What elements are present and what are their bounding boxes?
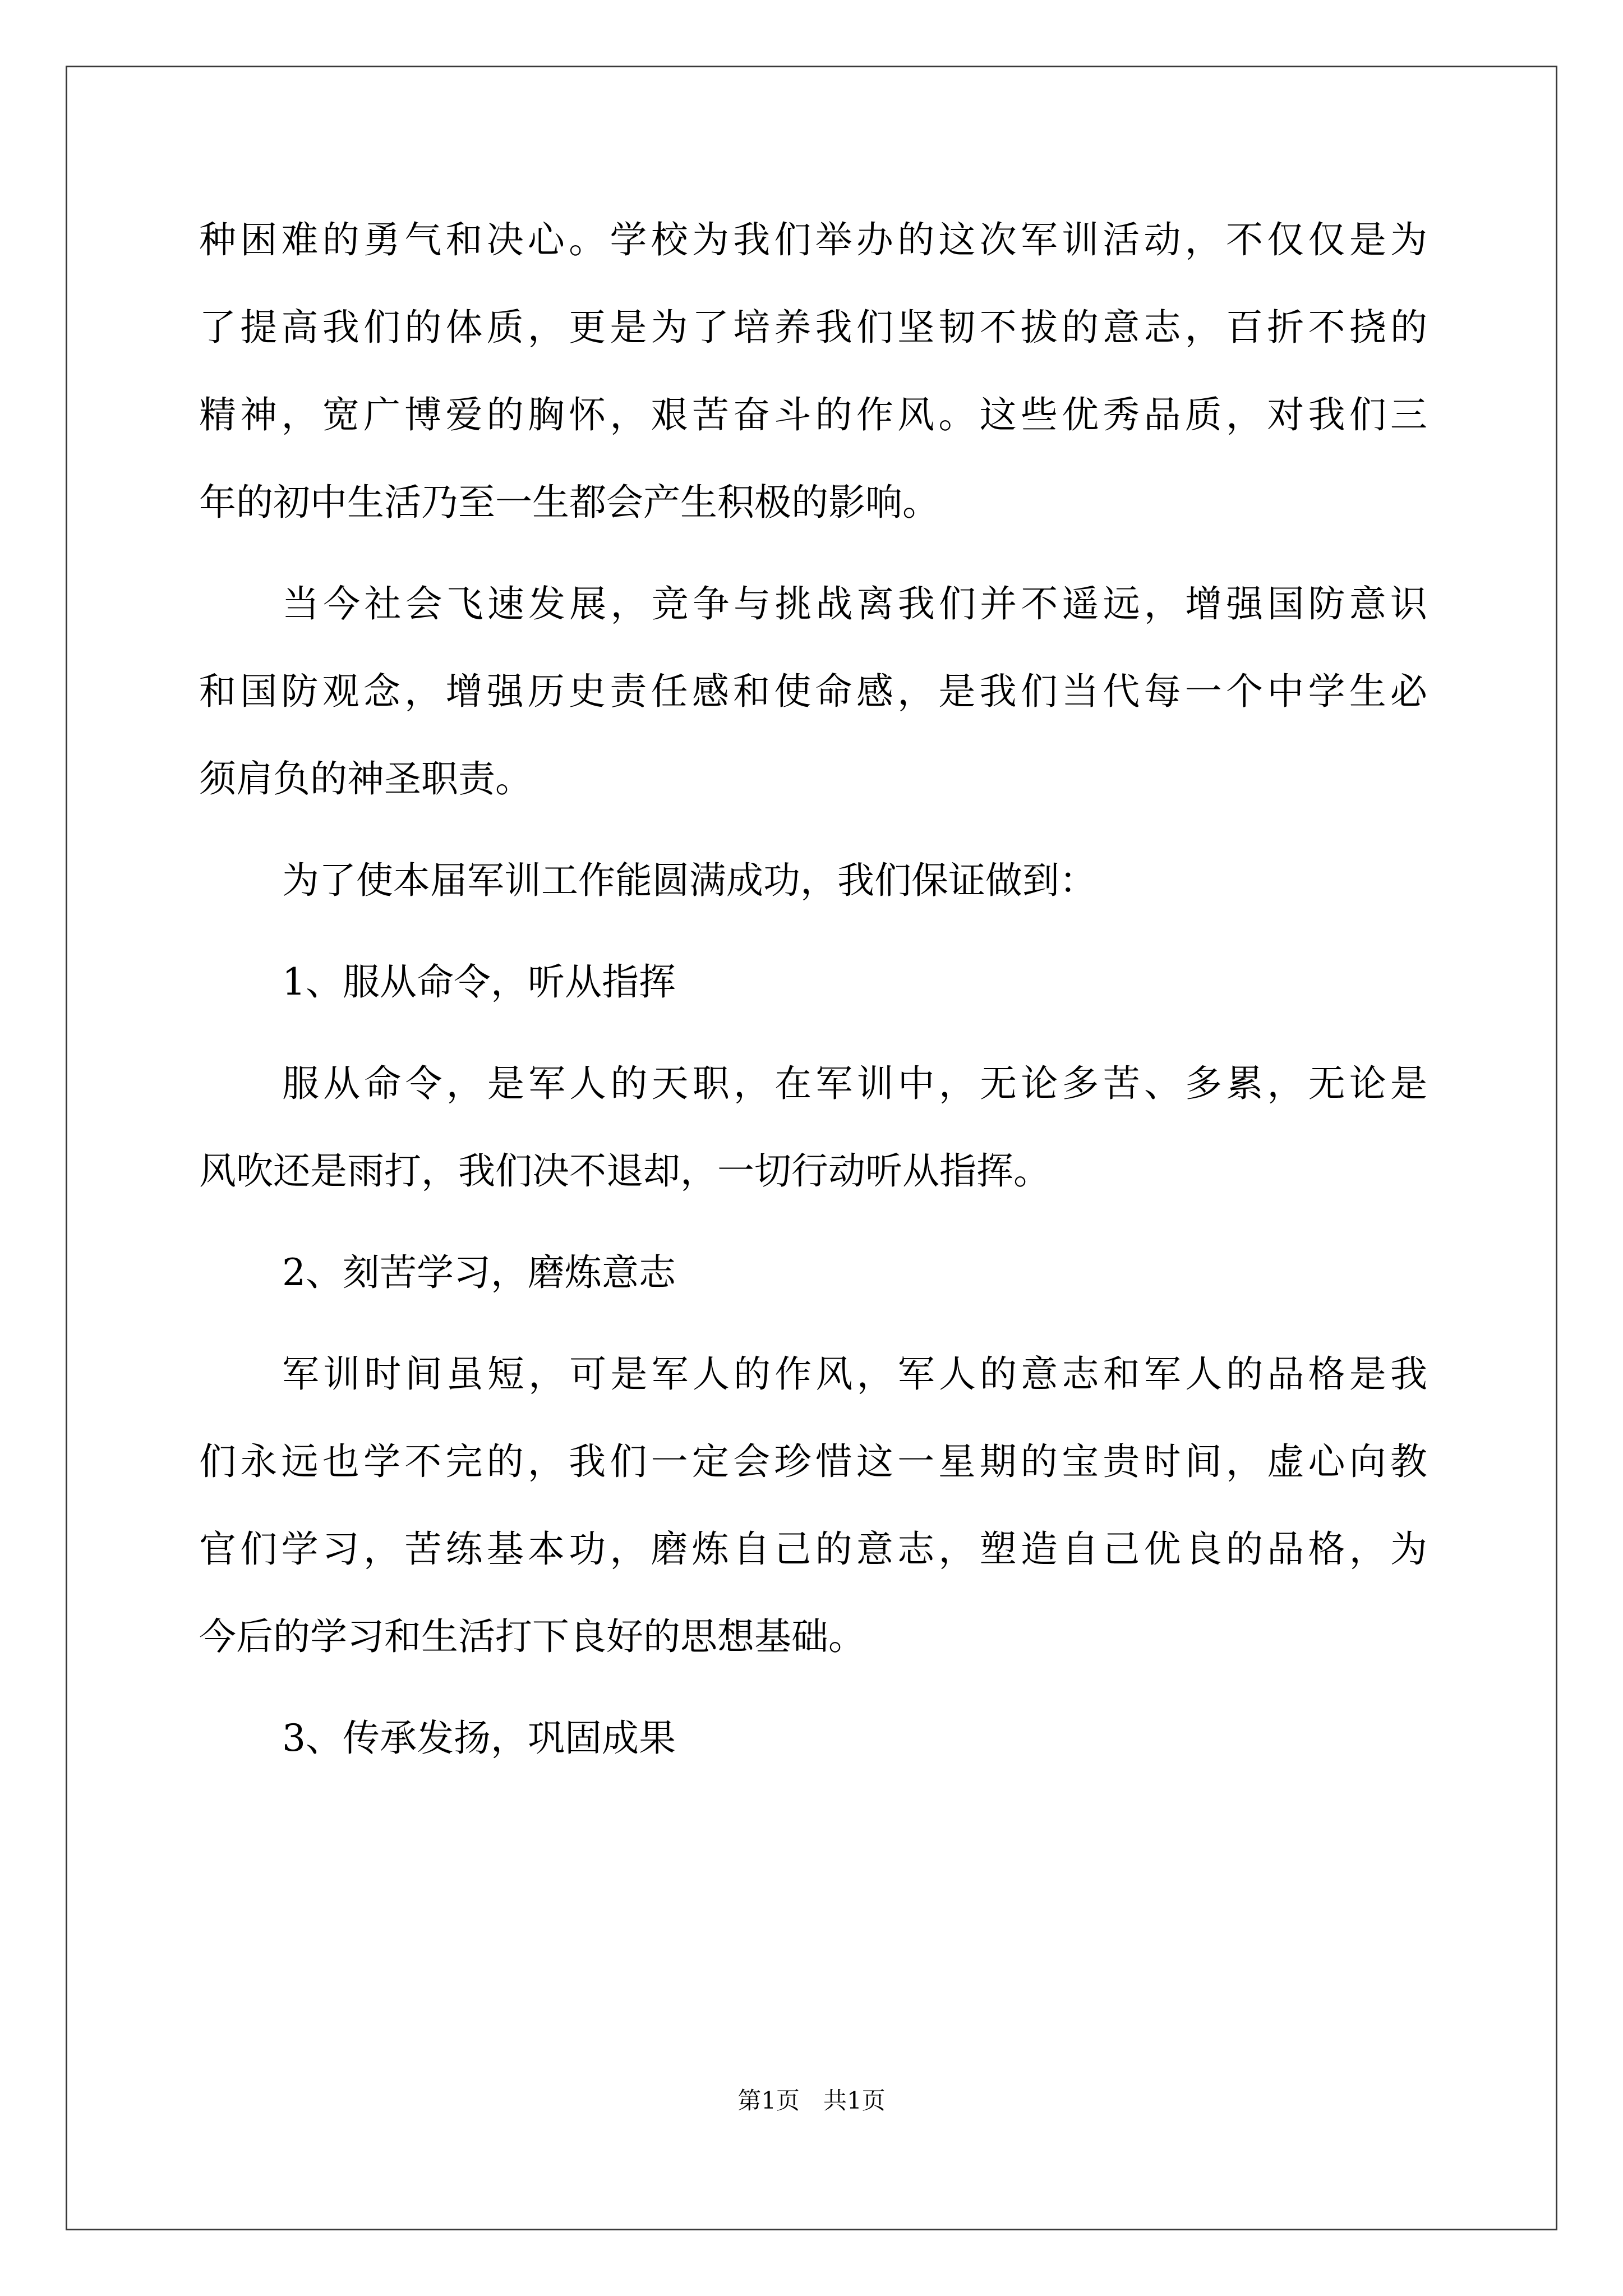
paragraph-line: 年的初中生活乃至一生都会产生积极的影响。 (199, 481, 939, 524)
paragraph-line: 官们学习，苦练基本功，磨炼自己的意志，塑造自己优良的品格，为 (199, 1527, 1427, 1571)
paragraph-line: 服从命令，是军人的天职，在军训中，无论多苦、多累，无论是 (282, 1062, 1427, 1105)
paragraph-line: 和国防观念，增强历史责任感和使命感，是我们当代每一个中学生必 (199, 670, 1427, 713)
document-body (199, 196, 1427, 1782)
paragraph-line: 们永远也学不完的，我们一定会珍惜这一星期的宝贵时间，虚心向教 (199, 1440, 1427, 1483)
paragraph-line: 军训时间虽短，可是军人的作风，军人的意志和军人的品格是我 (282, 1352, 1427, 1396)
paragraph-line: 今后的学习和生活打下良好的思想基础。 (199, 1615, 865, 1658)
paragraph-line: 当今社会飞速发展，竞争与挑战离我们并不遥远，增强国防意识 (282, 582, 1427, 625)
section-heading: 2、刻苦学习，磨炼意志 (282, 1251, 676, 1294)
paragraph-line: 了提高我们的体质，更是为了培养我们坚韧不拔的意志，百折不挠的 (199, 306, 1427, 349)
paragraph-line: 种困难的勇气和决心。学校为我们举办的这次军训活动，不仅仅是为 (199, 218, 1427, 261)
paragraph-line: 风吹还是雨打，我们决不退却，一切行动听从指挥。 (199, 1149, 1050, 1193)
page-number-footer: 第1页 共1页 (737, 2087, 886, 2114)
paragraph-line: 精神，宽广博爱的胸怀，艰苦奋斗的作风。这些优秀品质，对我们三 (199, 393, 1427, 436)
section-heading: 1、服从命令，听从指挥 (282, 960, 676, 1004)
section-heading: 3、传承发扬，巩固成果 (282, 1717, 676, 1760)
paragraph-line: 须肩负的神圣职责。 (199, 757, 532, 800)
paragraph-line: 为了使本届军训工作能圆满成功，我们保证做到： (282, 859, 1096, 902)
